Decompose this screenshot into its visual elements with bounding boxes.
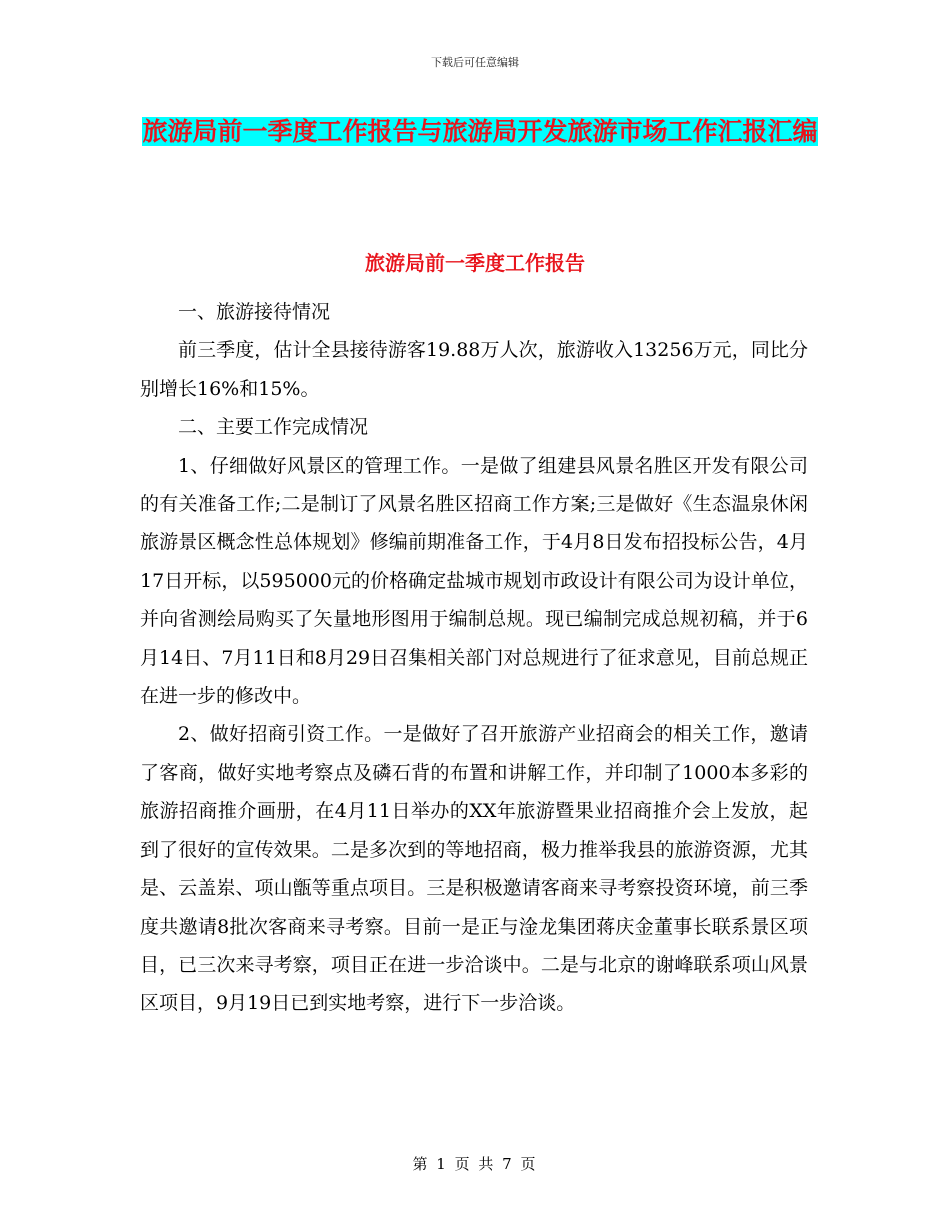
header-note: 下载后可任意编辑 xyxy=(431,56,519,69)
page-footer: 第 1 页 共 7 页 xyxy=(412,1155,538,1173)
paragraph-reception-stats: 前三季度，估计全县接待游客19.88万人次，旅游收入13256万元，同比分别增长16%和15%。 xyxy=(140,339,808,400)
paragraph-work-heading: 二、主要工作完成情况 xyxy=(178,416,369,439)
document-title-text: 旅游局前一季度工作报告与旅游局开发旅游市场工作汇报汇编 xyxy=(142,117,818,146)
section-title: 旅游局前一季度工作报告 xyxy=(365,251,585,275)
document-title xyxy=(140,110,820,154)
paragraph-investment: 2、做好招商引资工作。一是做好了召开旅游产业招商会的相关工作，邀请了客商，做好实地考察点及磷石背的布置和讲解工作，并印制了1000本多彩的旅游招商推介画册，在4月11日举办的XX年旅游暨果业招商推介会上发放，起到了很好的宣传效果。二是多次到的等地招商，极力推举我县的旅游资源，尤其是、云盖岽、项山甑等重点项目。三是积极邀请客商来寻考察投资环境，前三季度共邀请8批次客商来寻考察。目前一是正与淦龙集团蒋庆金董事长联系景区项目，已三次来寻考察，项目正在进一步洽谈中。二是与北京的谢峰联系项山风景区项目，9月19日已到实地考察，进行下一步洽谈。 xyxy=(140,723,808,1015)
paragraph-reception-heading: 一、旅游接待情况 xyxy=(178,301,331,323)
body-text xyxy=(140,293,808,1023)
paragraph-scenic-management: 1、仔细做好风景区的管理工作。一是做了组建县风景名胜区开发有限公司的有关准备工作;二是制订了风景名胜区招商工作方案;三是做好《生态温泉休闲旅游景区概念性总体规划》修编前期准备工作，于4月8日发布招投标公告，4月17日开标，以595000元的价格确定盐城市规划市政设计有限公司为设计单位，并向省测绘局购买了矢量地形图用于编制总规。现已编制完成总规初稿，并于6月14日、7月11日和8月29日召集相关部门对总规进行了征求意见，目前总规正在进一步的修改中。 xyxy=(140,454,808,708)
